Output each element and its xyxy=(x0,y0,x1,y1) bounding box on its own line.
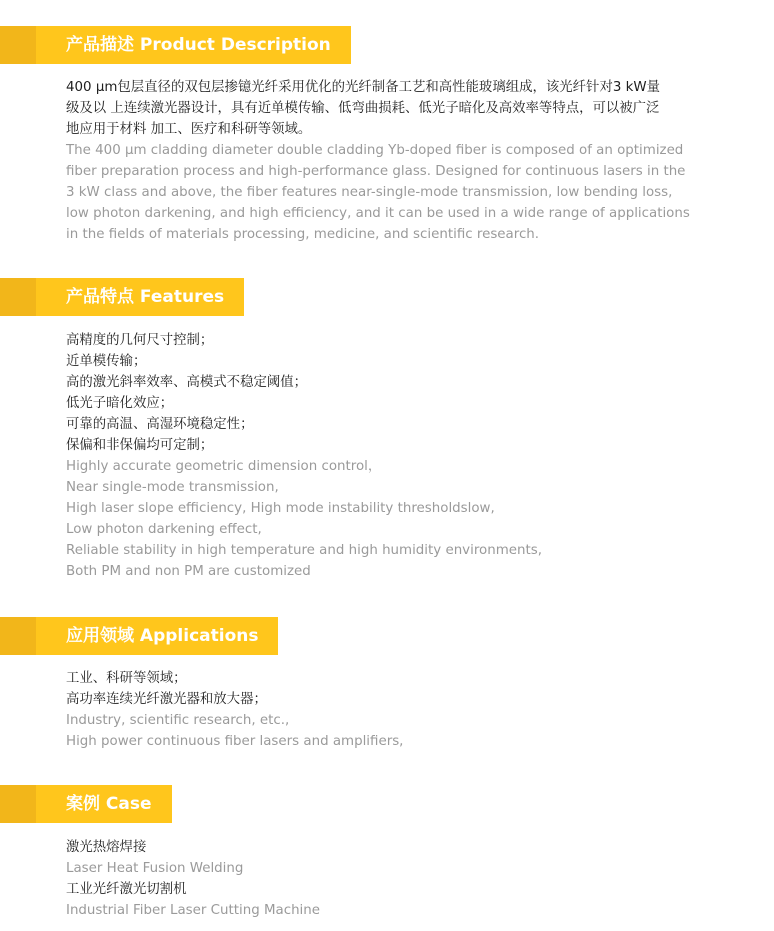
feature-item-zh: 高的激光斜率效率、高模式不稳定阈值； xyxy=(66,375,308,390)
section-title-case: 案例 Case xyxy=(36,785,172,823)
feature-item-zh: 可靠的高温、高湿环境稳定性； xyxy=(66,417,254,432)
feature-item-zh: 保偏和非保偏均可定制； xyxy=(66,438,214,453)
description-body xyxy=(66,77,716,245)
description-zh-line: 级及以 上连续激光器设计，具有近单模传输、低弯曲损耗、低光子暗化及高效率等特点，可以被广泛 xyxy=(66,101,660,116)
section-title-applications: 应用领域 Applications xyxy=(36,617,278,655)
description-en-line: fiber preparation process and high-performance glass. Designed for continuous lasers in the xyxy=(66,164,686,179)
section-header-applications xyxy=(0,617,774,655)
feature-item-en: Both PM and non PM are customized xyxy=(66,564,311,579)
application-item-zh: 工业、科研等领域； xyxy=(66,671,187,686)
header-accent-bar xyxy=(0,785,36,823)
description-en-line: low photon darkening, and high efficiency, and it can be used in a wide range of applications xyxy=(66,206,690,221)
case-item-zh: 工业光纤激光切割机 xyxy=(66,882,187,897)
header-accent-bar xyxy=(0,278,36,316)
section-header-features xyxy=(0,278,774,316)
application-item-en: Industry, scientific research, etc., xyxy=(66,713,290,728)
section-title-description: 产品描述 Product Description xyxy=(36,26,351,64)
section-applications xyxy=(0,617,774,655)
features-zh-list xyxy=(66,330,716,456)
description-zh-line: 400 μm包层直径的双包层掺镱光纤采用优化的光纤制备工艺和高性能玻璃组成，该光纤针对3 kW量 xyxy=(66,80,660,95)
application-item-zh: 高功率连续光纤激光器和放大器； xyxy=(66,692,267,707)
description-zh xyxy=(66,77,716,140)
section-header-description xyxy=(0,26,774,64)
feature-item-zh: 高精度的几何尺寸控制； xyxy=(66,333,214,348)
feature-item-en: Low photon darkening effect, xyxy=(66,522,262,537)
section-product-description xyxy=(0,26,774,64)
description-en-line: in the fields of materials processing, medicine, and scientific research. xyxy=(66,227,540,242)
applications-zh-list xyxy=(66,668,716,710)
header-accent-bar xyxy=(0,617,36,655)
applications-en-list xyxy=(66,710,716,752)
feature-item-en: Highly accurate geometric dimension control， xyxy=(66,459,382,474)
section-features xyxy=(0,278,774,316)
description-zh-line: 地应用于材料 加工、医疗和科研等领域。 xyxy=(66,122,312,137)
features-en-list xyxy=(66,456,716,582)
feature-item-zh: 低光子暗化效应； xyxy=(66,396,174,411)
applications-body xyxy=(66,668,716,752)
features-body xyxy=(66,330,716,582)
description-en-line: The 400 μm cladding diameter double cladding Yb-doped fiber is composed of an optimized xyxy=(66,143,684,158)
description-en-line: 3 kW class and above, the fiber features near-single-mode transmission, low bending loss, xyxy=(66,185,673,200)
section-case xyxy=(0,785,774,823)
description-en xyxy=(66,140,716,245)
section-header-case xyxy=(0,785,774,823)
header-accent-bar xyxy=(0,26,36,64)
application-item-en: High power continuous fiber lasers and amplifiers, xyxy=(66,734,404,749)
case-item-en: Laser Heat Fusion Welding xyxy=(66,861,244,876)
feature-item-en: High laser slope efficiency, High mode instability thresholdslow, xyxy=(66,501,495,516)
case-item-en: Industrial Fiber Laser Cutting Machine xyxy=(66,903,321,918)
case-item-zh: 激光热熔焊接 xyxy=(66,840,147,855)
feature-item-zh: 近单模传输； xyxy=(66,354,147,369)
section-title-features: 产品特点 Features xyxy=(36,278,244,316)
case-body xyxy=(66,837,716,921)
feature-item-en: Reliable stability in high temperature and high humidity environments, xyxy=(66,543,542,558)
feature-item-en: Near single-mode transmission, xyxy=(66,480,279,495)
